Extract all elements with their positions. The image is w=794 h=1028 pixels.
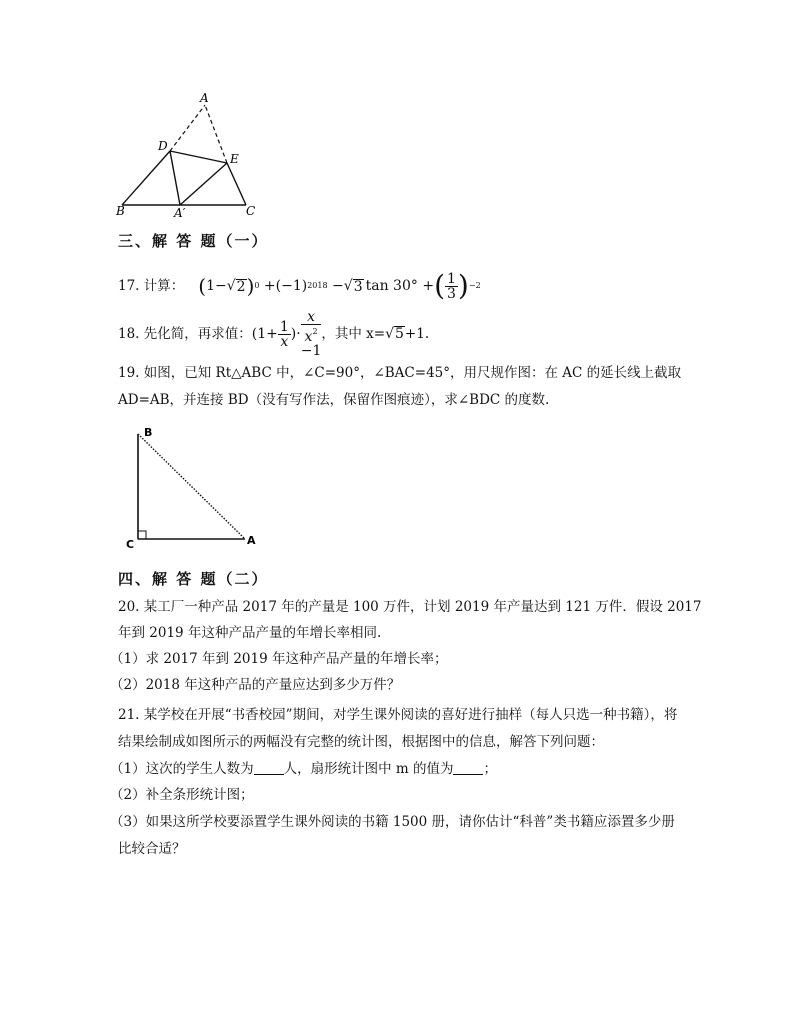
label-b: B	[116, 204, 125, 218]
dashed-ea	[205, 105, 227, 163]
dashed-da	[170, 105, 205, 151]
triangle-fold-figure	[110, 90, 270, 220]
line-ec	[227, 163, 246, 205]
label-e: E	[230, 152, 239, 166]
question-21-part3: （3）如果这所学校要添置学生课外阅读的书籍 1500 册，请你估计“科普”类书籍应添置多少册	[110, 814, 675, 830]
label-c: C	[246, 204, 256, 218]
line-ea-prime	[180, 163, 227, 205]
question-21-part3-cont: 比较合适？	[118, 841, 186, 857]
question-20-part1: （1）求 2017 年到 2019 年这种产品产量的年增长率；	[110, 651, 448, 667]
question-20-part2: （2）2018 年这种产品的产量应达到多少万件？	[110, 677, 401, 693]
q18-expression: (1+ $\frac{1}{x}$ )· x $x^2$ −1	[251, 309, 322, 359]
q18-label: 18. 先化简，再求值：	[118, 326, 252, 342]
question-21-part2: （2）补全条形统计图；	[110, 787, 254, 803]
section-title-4: 四、解 答 题（二）	[118, 570, 269, 588]
answer-blank-m[interactable]	[453, 761, 483, 775]
question-18: 18. 先化简，再求值： (1+ $\frac{1}{x}$ )· x $x^2$ −1 ，其中 x= √5 +1.	[118, 309, 430, 359]
question-21-line1: 21. 某学校在开展“书香校园”期间，对学生课外阅读的喜好进行抽样（每人只选一种书籍），将	[118, 707, 678, 723]
label-a: A	[200, 91, 209, 105]
label-d: D	[158, 139, 168, 153]
line-da-prime	[170, 151, 180, 205]
label-c: C	[126, 538, 135, 551]
question-21-line2: 结果绘制成如图所示的两幅没有完整的统计图，根据图中的信息，解答下列问题：	[118, 734, 604, 750]
line-ba	[138, 434, 245, 539]
question-17	[118, 266, 481, 306]
label-b: B	[144, 426, 153, 439]
right-triangle-figure	[120, 422, 270, 557]
section-title-3: 三、解 答 题（一）	[118, 232, 269, 250]
q17-label: 17. 计算：	[118, 278, 185, 294]
line-bd	[122, 151, 170, 205]
question-21-part1: （1）这次的学生人数为 人，扇形统计图中 m 的值为 ；	[110, 761, 497, 777]
right-angle-mark	[138, 531, 146, 539]
question-20-line2: 年到 2019 年这种产品产量的年增长率相同.	[118, 625, 382, 641]
q18-condition: ，其中 x=	[321, 326, 386, 342]
label-a: A	[247, 534, 256, 547]
question-19-line2: AD=AB，并连接 BD（没有写作法，保留作图痕迹），求∠BDC 的度数.	[118, 392, 550, 408]
answer-blank-count[interactable]	[254, 761, 284, 775]
line-de	[170, 151, 227, 163]
question-20-line1: 20. 某工厂一种产品 2017 年的产量是 100 万件，计划 2019 年产量达到 121 万件．假设 2017	[118, 599, 702, 615]
question-19-line1: 19. 如图，已知 Rt△ABC 中，∠C=90°，∠BAC=45°，用尺规作图：在 AC 的延长线上截取	[118, 365, 682, 381]
q17-expression: ( 1−√ 2 ) 0 + (−1) 2018 −√ 3 tan 30° + ( $\frac{1}{3}$ ) −2	[198, 269, 481, 302]
label-a-prime: A′	[174, 206, 186, 220]
